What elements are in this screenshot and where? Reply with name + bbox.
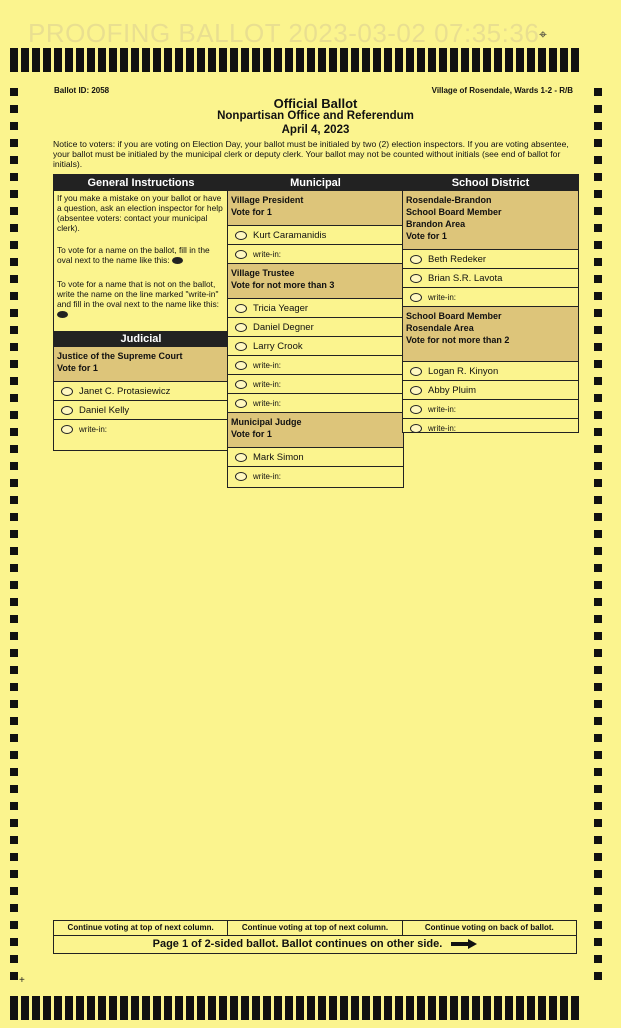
timing-mark [32,48,40,72]
instructions-vote-name [54,243,228,277]
ballot-oval[interactable] [235,323,247,332]
timing-mark [318,996,326,1020]
candidate-row[interactable] [403,381,578,400]
timing-mark [472,48,480,72]
candidate-row[interactable] [403,250,578,269]
timing-mark [120,48,128,72]
candidate-name: Janet C. Protasiewicz [79,385,171,397]
ballot-title: Official Ballot [273,96,358,111]
instructions-write-in [54,277,228,331]
timing-mark [516,996,524,1020]
timing-mark [153,48,161,72]
vote-instruction: Vote for 1 [406,231,447,241]
timing-mark [76,48,84,72]
timing-mark [417,996,425,1020]
race-village-president [228,191,403,226]
write-in-label: write-in: [428,292,457,302]
column-municipal [227,174,404,488]
candidate-name: Brian S.R. Lavota [428,272,503,284]
ballot-oval[interactable] [235,361,247,370]
write-in-label: write-in: [428,423,457,433]
timing-mark [241,48,249,72]
timing-mark [43,996,51,1020]
timing-mark [65,996,73,1020]
race-municipal-judge [228,413,403,448]
write-in-label: write-in: [253,360,282,370]
ballot-oval[interactable] [61,425,73,434]
ballot-oval[interactable] [235,342,247,351]
timing-mark [395,48,403,72]
ballot-oval[interactable] [410,274,422,283]
left-timing-marks [10,88,18,988]
ballot-oval[interactable] [410,386,422,395]
timing-mark [461,48,469,72]
timing-mark [98,996,106,1020]
write-in-label: write-in: [253,398,282,408]
timing-mark [153,996,161,1020]
timing-mark [230,996,238,1020]
timing-mark [307,996,315,1020]
ballot-oval[interactable] [235,304,247,313]
write-in-row[interactable] [228,356,403,375]
timing-mark [362,996,370,1020]
timing-mark [307,48,315,72]
vote-instruction: Vote for not more than 2 [406,335,510,345]
timing-mark [406,48,414,72]
instructions-vote-name-text: To vote for a name on the ballot, fill in the oval next to the name like this: [57,245,210,265]
instructions-write-in-text: To vote for a name that is not on the ballot, write the name on the line marked "write-in" and fill in the oval next to the name like this: [57,279,220,309]
candidate-name: Logan R. Kinyon [428,365,499,377]
ballot-location: Village of Rosendale, Wards 1-2 - R/B [431,86,573,95]
ballot-id: Ballot ID: 2058 [54,86,110,95]
timing-mark [450,48,458,72]
write-in-label: write-in: [79,424,108,434]
timing-mark [120,996,128,1020]
write-in-label: write-in: [253,379,282,389]
page-note-text: Page 1 of 2-sided ballot. Ballot continues on other side. [152,938,443,950]
timing-mark [21,48,29,72]
timing-mark [263,48,271,72]
judicial-heading: Judicial [54,331,228,347]
candidate-row[interactable] [403,362,578,381]
candidate-row[interactable] [54,401,228,420]
timing-mark [428,996,436,1020]
timing-mark [32,996,40,1020]
timing-mark [263,996,271,1020]
race-title: Municipal Judge [231,417,302,427]
timing-mark [274,48,282,72]
timing-mark [219,48,227,72]
candidate-row[interactable] [228,448,403,467]
timing-mark [373,996,381,1020]
timing-mark [252,996,260,1020]
race-area: Rosendale Area [406,323,474,333]
timing-mark [142,996,150,1020]
timing-mark [384,996,392,1020]
write-in-row[interactable] [54,420,228,438]
timing-mark [505,996,513,1020]
race-brandon-area [403,191,578,250]
proofing-watermark: PROOFING BALLOT 2023-03-02 07:35:36 [28,18,540,48]
timing-mark [109,996,117,1020]
race-village-trustee [228,264,403,299]
timing-mark [252,48,260,72]
timing-mark [54,48,62,72]
timing-mark [131,996,139,1020]
timing-mark [494,48,502,72]
write-in-row[interactable] [228,467,403,485]
continue-note: Continue voting at top of next column. [54,921,228,935]
write-in-row[interactable] [228,394,403,413]
timing-mark [395,996,403,1020]
timing-mark [461,996,469,1020]
candidate-row[interactable] [403,269,578,288]
timing-mark [560,48,568,72]
candidate-name: Tricia Yeager [253,302,309,314]
top-timing-marks [10,48,579,72]
vote-instruction: Vote for not more than 3 [231,280,335,290]
timing-mark [230,48,238,72]
timing-mark [516,48,524,72]
continue-note: Continue voting on back of ballot. [424,923,554,932]
timing-mark [527,996,535,1020]
ballot-oval[interactable] [235,380,247,389]
ballot-oval[interactable] [410,405,422,414]
timing-mark [318,48,326,72]
timing-mark [505,48,513,72]
timing-mark [208,996,216,1020]
timing-mark [296,996,304,1020]
timing-mark [131,48,139,72]
timing-mark [373,48,381,72]
write-in-row[interactable] [403,400,578,419]
school-district-heading: School District [403,175,578,191]
timing-mark [21,996,29,1020]
write-in-label: write-in: [253,249,282,259]
timing-mark [538,48,546,72]
timing-mark [428,48,436,72]
timing-mark [241,996,249,1020]
timing-mark [439,48,447,72]
timing-mark [560,996,568,1020]
continue-row [53,920,577,936]
timing-mark [527,48,535,72]
timing-mark [186,996,194,1020]
ballot-subtitle: Nonpartisan Office and Referendum [217,110,414,122]
timing-mark [384,48,392,72]
filled-oval-icon [57,311,68,318]
ballot-oval[interactable] [410,255,422,264]
timing-mark [109,48,117,72]
ballot-oval[interactable] [61,406,73,415]
timing-mark [10,48,18,72]
race-area: Brandon Area [406,219,466,229]
timing-mark [175,996,183,1020]
race-supreme-court [54,347,228,382]
race-title: Village President [231,195,304,205]
timing-mark [571,48,579,72]
timing-mark [285,48,293,72]
candidate-name: Beth Redeker [428,253,487,265]
write-in-label: write-in: [253,471,282,481]
timing-mark [483,996,491,1020]
timing-mark [406,996,414,1020]
column-general [53,174,229,451]
timing-mark [351,996,359,1020]
race-title: Rosendale-Brandon [406,195,492,205]
ballot-date: April 4, 2023 [281,124,350,136]
timing-mark [538,996,546,1020]
timing-mark [43,48,51,72]
timing-mark [450,996,458,1020]
arrow-right-icon [451,939,477,949]
candidate-name: Daniel Kelly [79,404,130,416]
page-note [53,936,577,954]
write-in-label: write-in: [428,404,457,414]
write-in-row[interactable] [403,419,578,437]
ballot-footer [53,920,577,953]
ballot-oval[interactable] [410,367,422,376]
timing-mark [285,996,293,1020]
candidate-name: Abby Pluim [428,384,477,396]
ballot-oval[interactable] [235,399,247,408]
ballot-oval[interactable] [61,387,73,396]
timing-mark [164,996,172,1020]
timing-mark [483,48,491,72]
filled-oval-icon [172,257,183,264]
candidate-name: Mark Simon [253,451,304,463]
vote-instruction: Vote for 1 [57,363,98,373]
timing-mark [197,48,205,72]
timing-mark [175,48,183,72]
candidate-row[interactable] [228,226,403,245]
candidate-name: Kurt Caramanidis [253,229,327,241]
voter-notice: Notice to voters: if you are voting on Election Day, your ballot must be initialed by two (2) election inspectors. If you are voting absentee, your ballot must be initialed by the municipal clerk or deputy clerk. Your ballot may not be counted without initials (see end of ballot for initials). [53,139,569,169]
timing-mark [98,48,106,72]
candidate-row[interactable] [54,382,228,401]
general-instructions-heading: General Instructions [54,175,228,191]
candidate-row[interactable] [228,337,403,356]
timing-mark [549,996,557,1020]
timing-mark [54,996,62,1020]
bottom-timing-marks [10,996,579,1020]
race-title: School Board Member [406,311,502,321]
race-title: Justice of the Supreme Court [57,351,183,361]
ballot-oval[interactable] [235,250,247,259]
timing-mark [87,48,95,72]
timing-mark [549,48,557,72]
timing-mark [296,48,304,72]
race-title: Village Trustee [231,268,295,278]
crosshair-icon: ⌖ [539,27,547,43]
vote-instruction: Vote for 1 [231,429,272,439]
candidate-row[interactable] [228,299,403,318]
timing-mark [197,996,205,1020]
timing-mark [142,48,150,72]
timing-mark [65,48,73,72]
timing-mark [340,48,348,72]
timing-mark [164,48,172,72]
ballot-oval[interactable] [235,231,247,240]
timing-mark [76,996,84,1020]
timing-mark [87,996,95,1020]
continue-note: Continue voting at top of next column. [228,921,402,935]
candidate-name: Daniel Degner [253,321,314,333]
write-in-row[interactable] [228,375,403,394]
ballot-oval[interactable] [235,472,247,481]
timing-mark [329,996,337,1020]
ballot-oval[interactable] [235,453,247,462]
timing-mark [329,48,337,72]
timing-mark [362,48,370,72]
timing-mark [472,996,480,1020]
timing-mark [494,996,502,1020]
timing-mark [351,48,359,72]
race-title: School Board Member [406,207,502,217]
write-in-row[interactable] [228,245,403,264]
timing-mark [439,996,447,1020]
race-rosendale-area [403,307,578,362]
timing-mark [186,48,194,72]
timing-mark [571,996,579,1020]
timing-mark [10,996,18,1020]
registration-mark: + [19,975,25,986]
column-school-district [402,174,579,433]
timing-mark [219,996,227,1020]
timing-mark [208,48,216,72]
timing-mark [340,996,348,1020]
instructions-mistake: If you make a mistake on your ballot or have a question, ask an election inspector for help (absentee voters: contact your municipal clerk). [57,193,223,233]
ballot-oval[interactable] [410,424,422,433]
municipal-heading: Municipal [228,175,403,191]
write-in-row[interactable] [403,288,578,307]
right-timing-marks [594,88,602,988]
timing-mark [417,48,425,72]
ballot-oval[interactable] [410,293,422,302]
vote-instruction: Vote for 1 [231,207,272,217]
candidate-name: Larry Crook [253,340,303,352]
timing-mark [274,996,282,1020]
candidate-row[interactable] [228,318,403,337]
